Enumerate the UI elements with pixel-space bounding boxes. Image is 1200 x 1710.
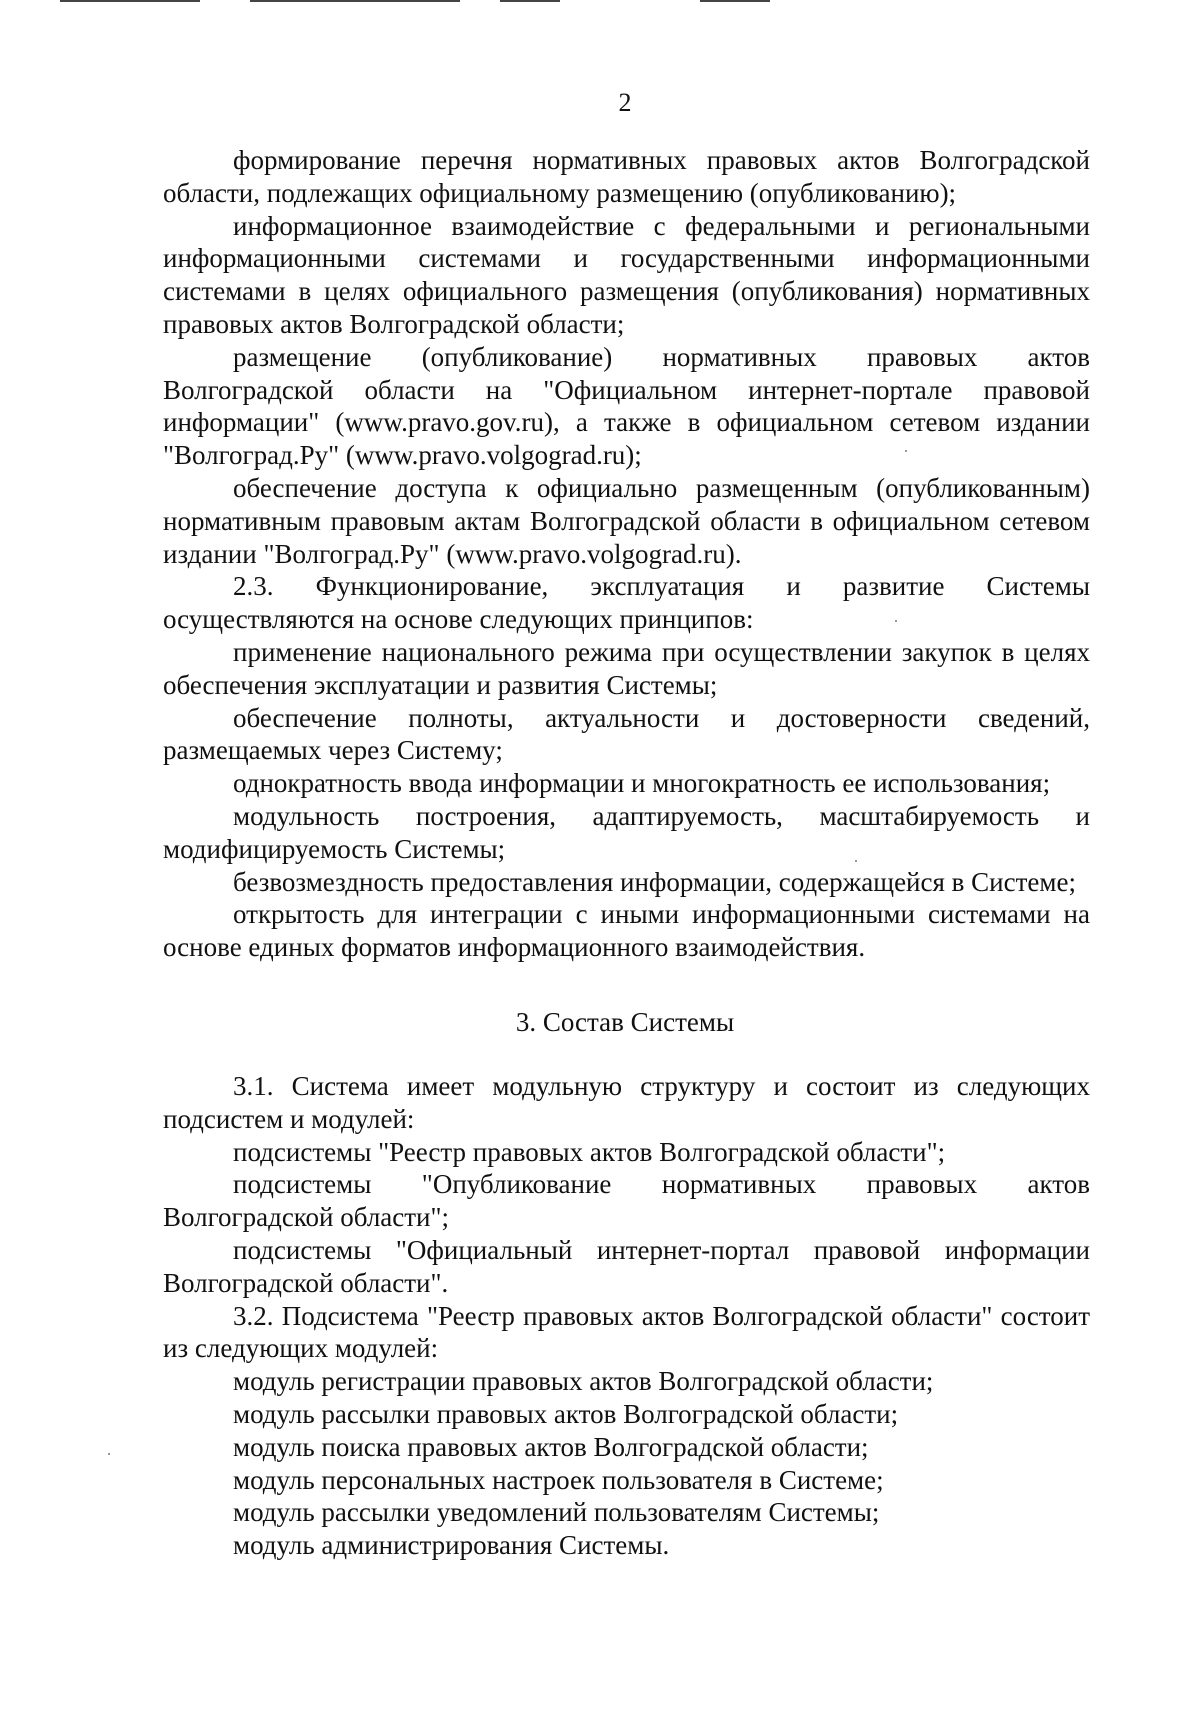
paragraph: обеспечение полноты, актуальности и достоверности сведений, размещаемых через Систему; [163, 702, 1090, 766]
paragraph: информационное взаимодействие с федеральными и региональными информационными системами и государственными информационными системами в целях официального размещения (опубликования) нормативных правовых актов Волгоградской области; [163, 210, 1090, 339]
section-heading: 3. Состав Системы [515, 1007, 735, 1037]
scan-speck [895, 620, 897, 622]
paragraph: размещение (опубликование) нормативных правовых актов Волгоградской области на "Официальном интернет-портале правовой информации" (www.pravo.gov.ru), а также в официальном сетевом издании "Волгоград.Ру" (www.pravo.volgograd.ru); [163, 341, 1090, 471]
paragraph: 3.1. Система имеет модульную структуру и состоит из следующих подсистем и модулей: [163, 1071, 1090, 1134]
paragraph: безвозмездность предоставления информации, содержащейся в Системе; [233, 866, 1076, 897]
paragraph: подсистемы "Опубликование нормативных правовых актов Волгоградской области"; [163, 1169, 1090, 1233]
paragraph: модульность построения, адаптируемость, масштабируемость и модифицируемость Системы; [163, 800, 1090, 864]
paragraph: 3.2. Подсистема "Реестр правовых актов Волгоградской области" состоит из следующих модулей: [163, 1300, 1090, 1364]
paragraph: модуль рассылки уведомлений пользователям Системы; [233, 1497, 880, 1528]
scan-speck [855, 860, 857, 862]
paragraph: модуль персональных настроек пользователя в Системе; [233, 1464, 884, 1495]
scan-edge-marks [0, 0, 1200, 6]
paragraph: модуль администрирования Системы. [233, 1530, 670, 1561]
scan-speck [905, 450, 907, 452]
paragraph: модуль рассылки правовых актов Волгоградской области; [233, 1398, 899, 1429]
paragraph: подсистемы "Реестр правовых актов Волгоградской области"; [233, 1136, 946, 1167]
paragraph: 2.3. Функционирование, эксплуатация и развитие Системы осуществляются на основе следующих принципов: [163, 571, 1090, 635]
paragraph: модуль регистрации правовых актов Волгоградской области; [233, 1366, 934, 1397]
page-number: 2 [618, 88, 632, 117]
paragraph: открытость для интеграции с иными информационными системами на основе единых форматов информационного взаимодействия. [163, 899, 1090, 963]
paragraph: модуль поиска правовых актов Волгоградской области; [233, 1431, 869, 1462]
scan-speck [108, 1453, 110, 1455]
paragraph: однократность ввода информации и многократность ее использования; [233, 768, 1051, 799]
paragraph: обеспечение доступа к официально размещенным (опубликованным) нормативным правовым актам Волгоградской области в официальном сетевом издании "Волгоград.Ру" (www.pravo.volgograd.ru). [163, 472, 1090, 569]
section-2-body [163, 144, 1090, 964]
paragraph: формирование перечня нормативных правовых актов Волгоградской области, подлежащих официальному размещению (опубликованию); [163, 145, 1090, 208]
section-3-body [163, 1070, 1090, 1562]
paragraph: подсистемы "Официальный интернет-портал правовой информации Волгоградской области". [163, 1234, 1090, 1298]
paragraph: применение национального режима при осуществлении закупок в целях обеспечения эксплуатации и развития Системы; [163, 636, 1090, 700]
